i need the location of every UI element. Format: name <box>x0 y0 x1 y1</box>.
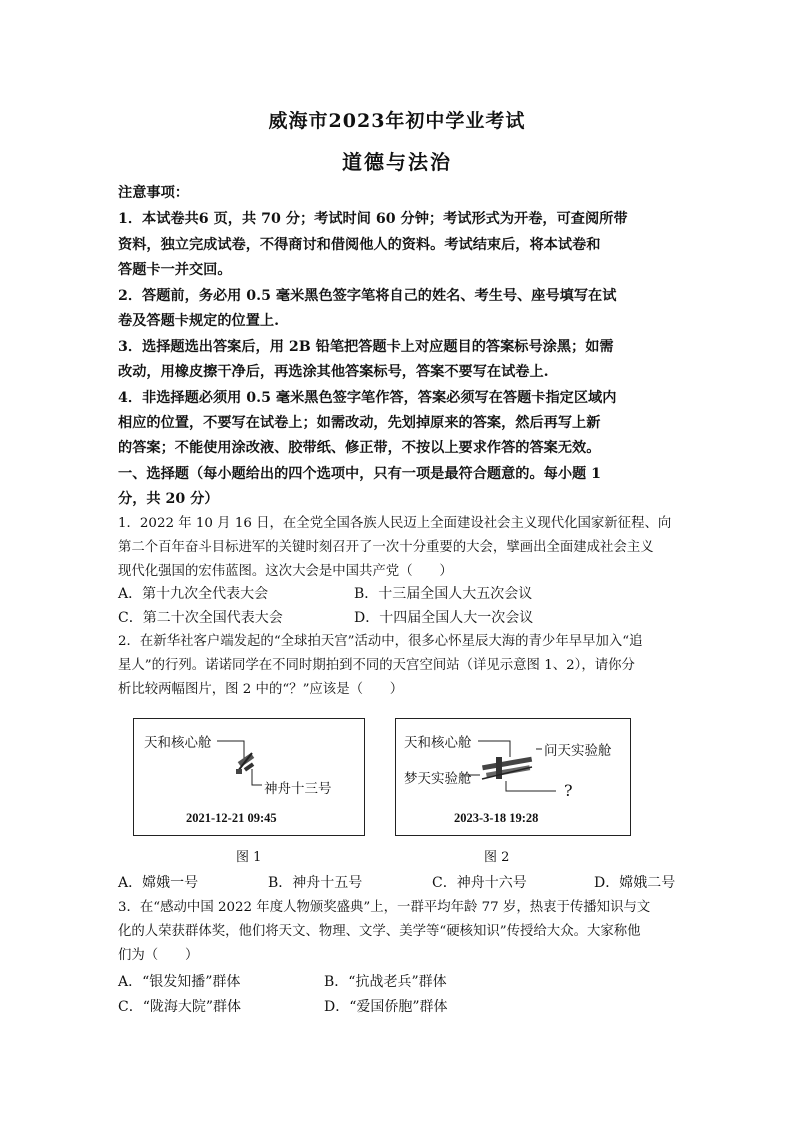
q3-stem: 3．在“感动中国 2022 年度人物颁奖盛典”上，一群平均年龄 77 岁，热衷于传播知识与文 <box>118 900 651 915</box>
notice-line: 2．答题前，务必用 0.5 毫米黑色签字笔将自己的姓名、考生号、座号填写在试 <box>118 288 617 304</box>
notice-line: 1．本试卷共6 页，共 70 分；考试时间 60 分钟；考试形式为开卷，可查阅所带 <box>118 211 628 227</box>
q1-option-b: B．十三届全国人大五次会议 <box>354 586 533 602</box>
notice-line: 卷及答题卡规定的位置上. <box>118 313 280 329</box>
label-tianhe-core: 天和核心舱 <box>144 735 212 751</box>
q2-option-c: C．神舟十六号 <box>432 875 527 891</box>
notice-line: 改动，用橡皮擦干净后，再选涂其他答案标号，答案不要写在试卷上. <box>118 364 549 380</box>
q1-stem: 第二个百年奋斗目标进军的关键时刻召开了一次十分重要的大会，擘画出全面建成社会主义 <box>118 540 654 555</box>
figure-2-date: 2023-3-18 19:28 <box>454 811 539 825</box>
q1-option-d: D．十四届全国人大一次会议 <box>354 610 534 626</box>
subject-title: 道德与法治 <box>342 150 452 174</box>
q2-option-a: A．嫦娥一号 <box>118 875 199 891</box>
figure-1-date: 2021-12-21 09:45 <box>186 811 277 825</box>
notice-line: 相应的位置，不要写在试卷上；如需改动，先划掉原来的答案，然后再写上新 <box>118 415 601 431</box>
figure-1 <box>133 718 365 836</box>
q3-option-b: B．“抗战老兵”群体 <box>324 974 447 990</box>
section-heading: 分，共 20 分） <box>118 491 219 507</box>
q2-option-b: B．神舟十五号 <box>268 875 363 891</box>
exam-title: 威海市2023年初中学业考试 <box>268 110 526 132</box>
figure-1-caption: 图 1 <box>236 850 262 865</box>
notice-line: 资料，独立完成试卷，不得商讨和借阅他人的资料。考试结束后，将本试卷和 <box>118 237 601 253</box>
notice-line: 的答案；不能使用涂改液、胶带纸、修正带，不按以上要求作答的答案无效。 <box>118 440 601 456</box>
q1-option-a: A．第十九次全代表大会 <box>118 586 269 602</box>
q1-stem: 现代化强国的宏伟蓝图。这次大会是中国共产党（ ） <box>118 564 453 579</box>
notice-line: 4．非选择题必须用 0.5 毫米黑色签字笔作答，答案必须写在答题卡指定区域内 <box>118 390 617 406</box>
q2-stem: 析比较两幅图片，图 2 中的“？”应该是（ ） <box>118 682 404 697</box>
q3-option-d: D．“爱国侨胞”群体 <box>324 999 448 1015</box>
q2-stem: 星人”的行列。诺诺同学在不同时期拍到不同的天宫空间站（详见示意图 1、2），请你分 <box>118 658 635 673</box>
figure-2-caption: 图 2 <box>484 850 510 865</box>
q2-stem: 2．在新华社客户端发起的“全球拍天宫”活动中，很多心怀星辰大海的青少年早早加入“追 <box>118 634 643 649</box>
label-mengtian-module: 梦天实验舱 <box>404 771 472 787</box>
q2-option-d: D．嫦娥二号 <box>594 875 676 891</box>
notice-line: 3．选择题选出答案后，用 2B 铅笔把答题卡上对应题目的答案标号涂黑；如需 <box>118 339 614 355</box>
section-heading: 一、选择题（每小题给出的四个选项中，只有一项是最符合题意的。每小题 1 <box>118 466 602 482</box>
q3-option-c: C．“陇海大院”群体 <box>118 999 242 1015</box>
q3-stem: 化的人荣获群体奖，他们将天文、物理、文学、美学等“硬核知识”传授给大众。大家称他 <box>118 924 641 939</box>
q3-stem: 们为（ ） <box>118 948 199 963</box>
label-unknown: ? <box>564 781 573 800</box>
label-shenzhou-13: 神舟十三号 <box>264 781 332 797</box>
notice-line: 答题卡一并交回。 <box>118 262 232 278</box>
q3-option-a: A．“银发知播”群体 <box>118 974 241 990</box>
label-wentian-module: 问天实验舱 <box>544 743 612 759</box>
space-station-sketch <box>482 757 532 779</box>
q1-stem: 1．2022 年 10 月 16 日，在全党全国各族人民迈上全面建设社会主义现代化国家新征程、向 <box>118 516 672 531</box>
figure-2 <box>395 718 631 836</box>
label-tianhe-core: 天和核心舱 <box>404 735 472 751</box>
q1-option-c: C．第二十次全国代表大会 <box>118 610 283 626</box>
notice-heading: 注意事项： <box>118 185 189 201</box>
